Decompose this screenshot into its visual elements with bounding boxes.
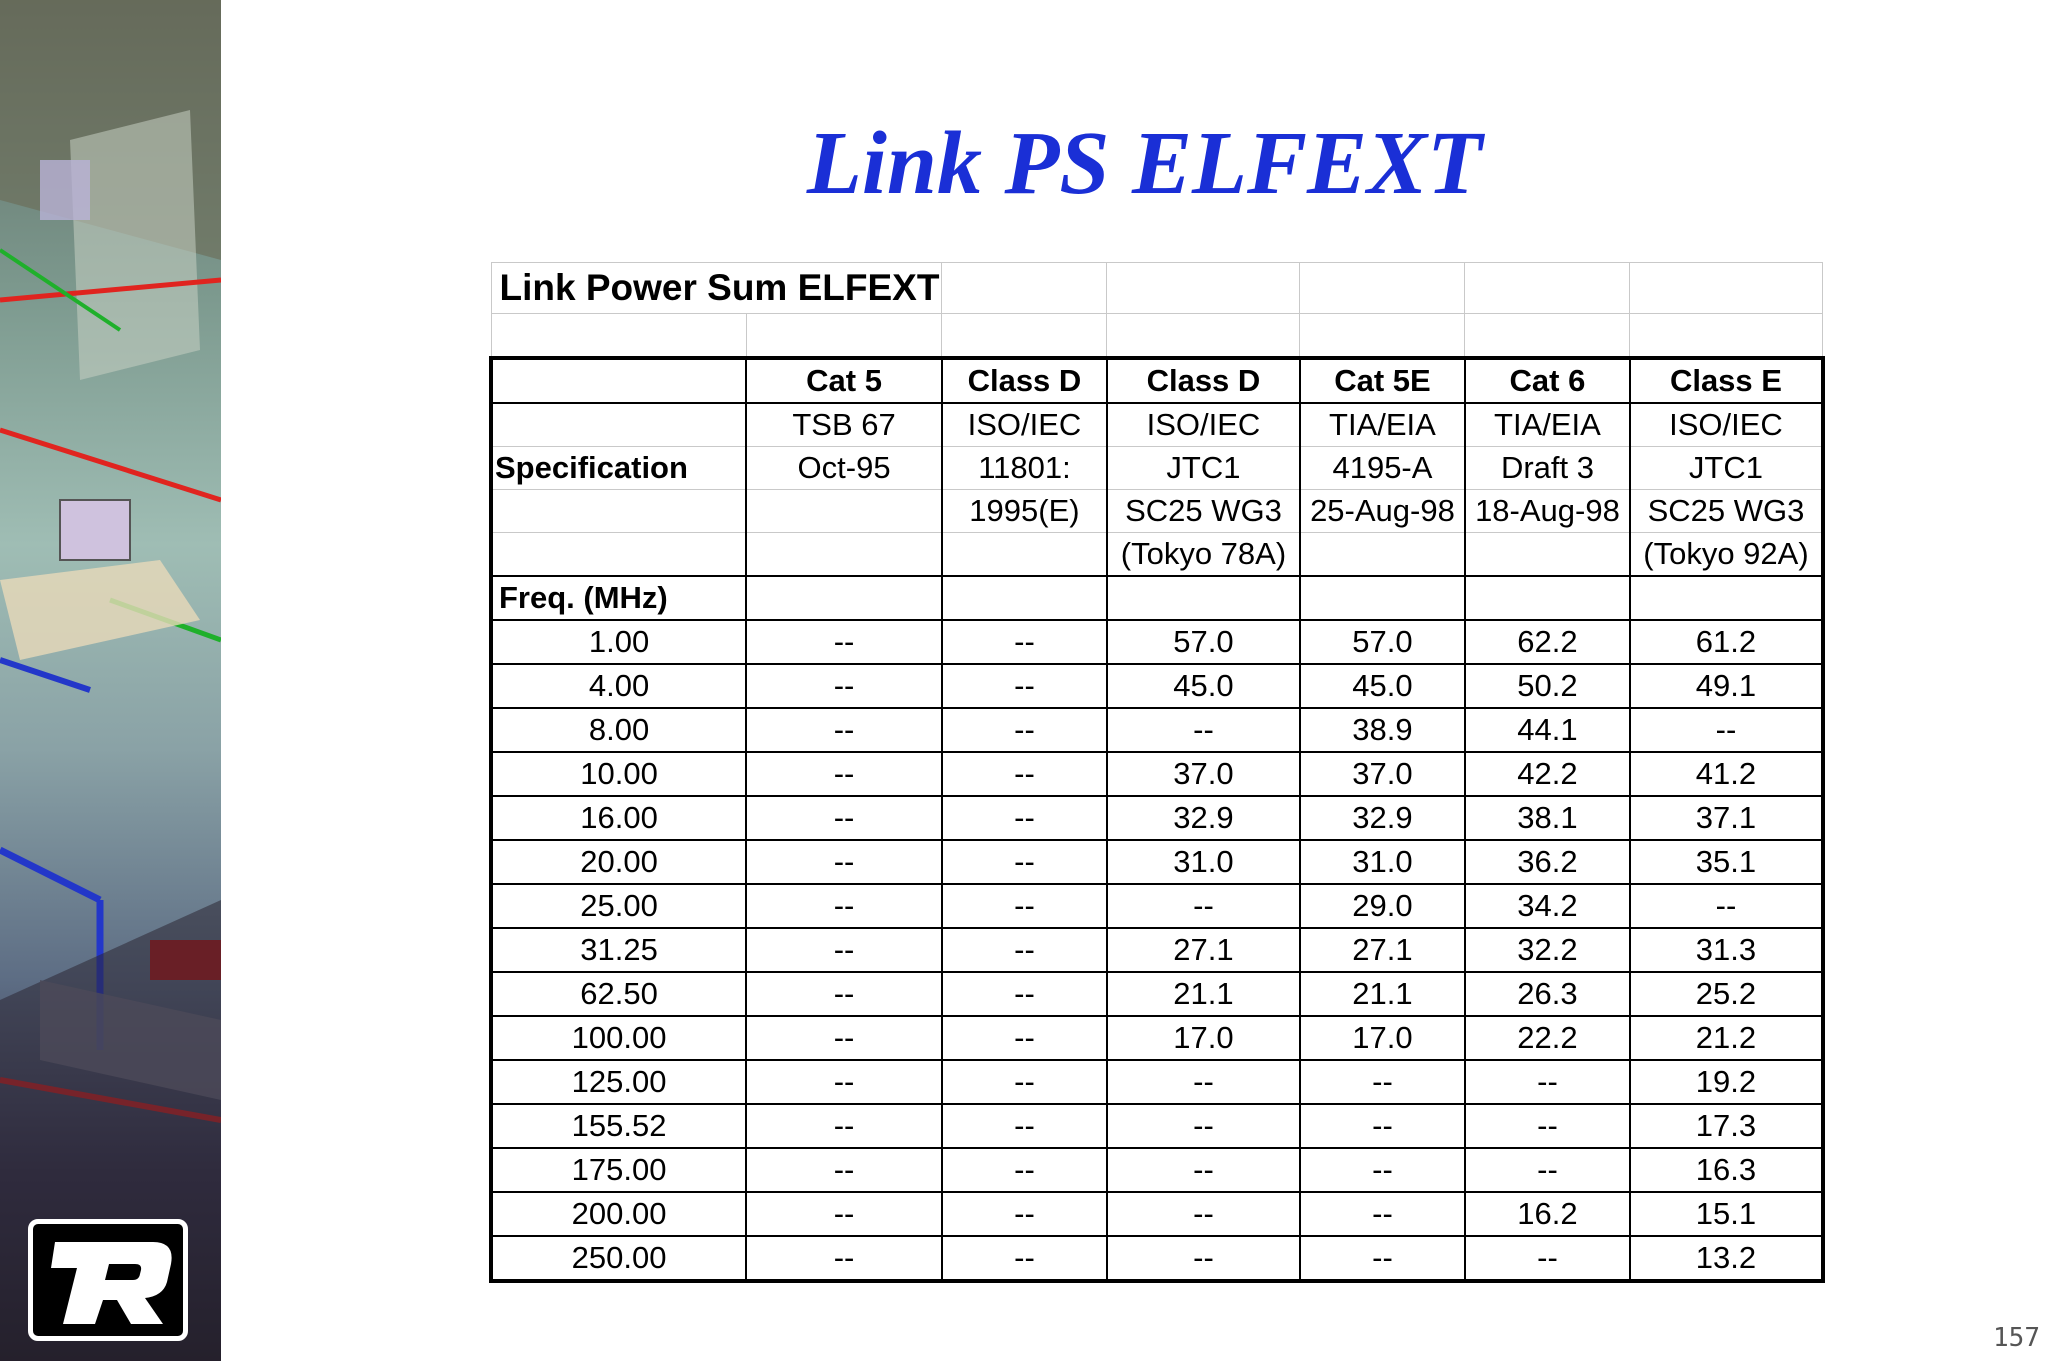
value-cell: --: [1300, 1236, 1465, 1281]
empty-cell: [942, 576, 1107, 620]
value-cell: 37.0: [1107, 752, 1300, 796]
value-cell: 50.2: [1465, 664, 1630, 708]
value-cell: 21.2: [1630, 1016, 1823, 1060]
value-cell: 41.2: [1630, 752, 1823, 796]
value-cell: 27.1: [1300, 928, 1465, 972]
value-cell: 27.1: [1107, 928, 1300, 972]
value-cell: 38.1: [1465, 796, 1630, 840]
table-row: [491, 1104, 1823, 1148]
spec-cell: 4195-A: [1300, 447, 1465, 490]
spec-cell: (Tokyo 78A): [1107, 533, 1300, 577]
spec-cell: TIA/EIA: [1300, 403, 1465, 447]
value-cell: 29.0: [1300, 884, 1465, 928]
table-row: [491, 1192, 1823, 1236]
column-name-cell: Class D: [1107, 358, 1300, 403]
value-cell: 32.9: [1300, 796, 1465, 840]
freq-cell: 175.00: [491, 1148, 746, 1192]
value-cell: 26.3: [1465, 972, 1630, 1016]
value-cell: 31.0: [1300, 840, 1465, 884]
spec-label-empty: [491, 533, 746, 577]
table-caption: Link Power Sum ELFEXT: [491, 263, 942, 314]
value-cell: 57.0: [1300, 620, 1465, 664]
spec-label-empty: [491, 403, 746, 447]
spec-cell: TSB 67: [746, 403, 942, 447]
value-cell: 62.2: [1465, 620, 1630, 664]
empty-cell: [1630, 576, 1823, 620]
table-row: [491, 928, 1823, 972]
value-cell: 42.2: [1465, 752, 1630, 796]
value-cell: --: [942, 752, 1107, 796]
freq-cell: 4.00: [491, 664, 746, 708]
spec-cell: (Tokyo 92A): [1630, 533, 1823, 577]
value-cell: --: [746, 796, 942, 840]
elfext-table-container: [489, 262, 1825, 1283]
table-row: [491, 620, 1823, 664]
value-cell: 16.2: [1465, 1192, 1630, 1236]
value-cell: --: [746, 884, 942, 928]
empty-cell: [1465, 576, 1630, 620]
header-corner-cell: [491, 358, 746, 403]
freq-cell: 10.00: [491, 752, 746, 796]
freq-cell: 25.00: [491, 884, 746, 928]
elfext-table: [489, 262, 1825, 1283]
column-name-cell: Class D: [942, 358, 1107, 403]
table-row: [491, 840, 1823, 884]
spec-cell: 11801:: [942, 447, 1107, 490]
spec-cell: [746, 533, 942, 577]
spec-cell: SC25 WG3: [1107, 490, 1300, 533]
value-cell: --: [746, 1104, 942, 1148]
spec-cell: [1300, 533, 1465, 577]
value-cell: 32.2: [1465, 928, 1630, 972]
table-row: [491, 752, 1823, 796]
value-cell: --: [746, 620, 942, 664]
column-header-row: [491, 358, 1823, 403]
table-row: [491, 796, 1823, 840]
table-row: [491, 884, 1823, 928]
value-cell: 19.2: [1630, 1060, 1823, 1104]
value-cell: 34.2: [1465, 884, 1630, 928]
value-cell: --: [942, 1192, 1107, 1236]
column-name-cell: Cat 5E: [1300, 358, 1465, 403]
value-cell: 17.0: [1300, 1016, 1465, 1060]
spec-cell: [942, 533, 1107, 577]
empty-cell: [746, 576, 942, 620]
value-cell: --: [942, 664, 1107, 708]
value-cell: --: [1300, 1192, 1465, 1236]
freq-label-row: [491, 576, 1823, 620]
value-cell: --: [942, 1148, 1107, 1192]
value-cell: 31.0: [1107, 840, 1300, 884]
value-cell: --: [746, 1236, 942, 1281]
value-cell: --: [942, 1060, 1107, 1104]
value-cell: 15.1: [1630, 1192, 1823, 1236]
value-cell: 21.1: [1300, 972, 1465, 1016]
value-cell: --: [1107, 1148, 1300, 1192]
value-cell: --: [1630, 884, 1823, 928]
value-cell: --: [1107, 884, 1300, 928]
table-row: [491, 1060, 1823, 1104]
freq-cell: 20.00: [491, 840, 746, 884]
spec-cell: 25-Aug-98: [1300, 490, 1465, 533]
spec-cell: JTC1: [1630, 447, 1823, 490]
value-cell: --: [942, 620, 1107, 664]
value-cell: --: [1465, 1104, 1630, 1148]
value-cell: --: [1107, 708, 1300, 752]
value-cell: --: [746, 1148, 942, 1192]
spec-row: [491, 447, 1823, 490]
freq-cell: 62.50: [491, 972, 746, 1016]
freq-cell: 155.52: [491, 1104, 746, 1148]
value-cell: 44.1: [1465, 708, 1630, 752]
value-cell: --: [942, 1104, 1107, 1148]
value-cell: --: [942, 796, 1107, 840]
value-cell: --: [942, 1016, 1107, 1060]
spec-row: [491, 403, 1823, 447]
table-row: [491, 972, 1823, 1016]
table-row: [491, 708, 1823, 752]
value-cell: --: [1465, 1060, 1630, 1104]
value-cell: --: [1107, 1192, 1300, 1236]
value-cell: --: [942, 972, 1107, 1016]
value-cell: --: [942, 1236, 1107, 1281]
value-cell: 21.1: [1107, 972, 1300, 1016]
value-cell: 31.3: [1630, 928, 1823, 972]
value-cell: --: [746, 1192, 942, 1236]
table-row: [491, 1016, 1823, 1060]
value-cell: --: [746, 928, 942, 972]
spec-cell: ISO/IEC: [1107, 403, 1300, 447]
column-name-cell: Cat 5: [746, 358, 942, 403]
spec-cell: ISO/IEC: [1630, 403, 1823, 447]
value-cell: 37.0: [1300, 752, 1465, 796]
spec-cell: SC25 WG3: [1630, 490, 1823, 533]
value-cell: --: [746, 1060, 942, 1104]
freq-cell: 125.00: [491, 1060, 746, 1104]
value-cell: 38.9: [1300, 708, 1465, 752]
value-cell: 25.2: [1630, 972, 1823, 1016]
value-cell: 32.9: [1107, 796, 1300, 840]
value-cell: 36.2: [1465, 840, 1630, 884]
empty-cell: [1300, 576, 1465, 620]
company-logo: [28, 1219, 188, 1341]
freq-cell: 31.25: [491, 928, 746, 972]
value-cell: --: [1107, 1104, 1300, 1148]
spec-cell: TIA/EIA: [1465, 403, 1630, 447]
freq-cell: 8.00: [491, 708, 746, 752]
value-cell: --: [942, 884, 1107, 928]
spec-cell: 1995(E): [942, 490, 1107, 533]
office-illustration-icon: [0, 0, 221, 1361]
value-cell: 37.1: [1630, 796, 1823, 840]
value-cell: --: [942, 840, 1107, 884]
side-illustration: [0, 0, 221, 1361]
spec-cell: JTC1: [1107, 447, 1300, 490]
value-cell: --: [942, 928, 1107, 972]
value-cell: --: [746, 708, 942, 752]
value-cell: 22.2: [1465, 1016, 1630, 1060]
spec-cell: Oct-95: [746, 447, 942, 490]
value-cell: --: [1300, 1104, 1465, 1148]
value-cell: --: [1300, 1148, 1465, 1192]
freq-cell: 250.00: [491, 1236, 746, 1281]
value-cell: 49.1: [1630, 664, 1823, 708]
value-cell: --: [746, 664, 942, 708]
spec-cell: ISO/IEC: [942, 403, 1107, 447]
freq-cell: 16.00: [491, 796, 746, 840]
spec-row: [491, 533, 1823, 577]
value-cell: --: [746, 752, 942, 796]
spec-cell: Draft 3: [1465, 447, 1630, 490]
freq-cell: 1.00: [491, 620, 746, 664]
spacer-row: [491, 314, 1823, 359]
spec-cell: 18-Aug-98: [1465, 490, 1630, 533]
freq-cell: 100.00: [491, 1016, 746, 1060]
value-cell: 61.2: [1630, 620, 1823, 664]
value-cell: 17.0: [1107, 1016, 1300, 1060]
column-name-cell: Class E: [1630, 358, 1823, 403]
value-cell: --: [1465, 1236, 1630, 1281]
value-cell: 45.0: [1300, 664, 1465, 708]
value-cell: --: [942, 708, 1107, 752]
value-cell: 16.3: [1630, 1148, 1823, 1192]
spec-label: Specification: [491, 447, 746, 490]
value-cell: --: [1630, 708, 1823, 752]
value-cell: 17.3: [1630, 1104, 1823, 1148]
page-number: 157: [1993, 1323, 2040, 1353]
value-cell: 45.0: [1107, 664, 1300, 708]
slide-title: Link PS ELFEXT: [806, 114, 1483, 213]
table-row: [491, 664, 1823, 708]
freq-label: Freq. (MHz): [491, 576, 746, 620]
value-cell: --: [746, 972, 942, 1016]
table-row: [491, 1236, 1823, 1281]
value-cell: 13.2: [1630, 1236, 1823, 1281]
table-caption-row: [491, 263, 1823, 314]
value-cell: 57.0: [1107, 620, 1300, 664]
spec-cell: [1465, 533, 1630, 577]
value-cell: --: [1107, 1236, 1300, 1281]
logo-r-icon: [33, 1224, 183, 1336]
table-row: [491, 1148, 1823, 1192]
freq-cell: 200.00: [491, 1192, 746, 1236]
value-cell: --: [746, 1016, 942, 1060]
empty-cell: [1107, 576, 1300, 620]
value-cell: --: [746, 840, 942, 884]
spec-row: [491, 490, 1823, 533]
column-name-cell: Cat 6: [1465, 358, 1630, 403]
spec-label-empty: [491, 490, 746, 533]
value-cell: 35.1: [1630, 840, 1823, 884]
spec-cell: [746, 490, 942, 533]
value-cell: --: [1107, 1060, 1300, 1104]
value-cell: --: [1300, 1060, 1465, 1104]
value-cell: --: [1465, 1148, 1630, 1192]
